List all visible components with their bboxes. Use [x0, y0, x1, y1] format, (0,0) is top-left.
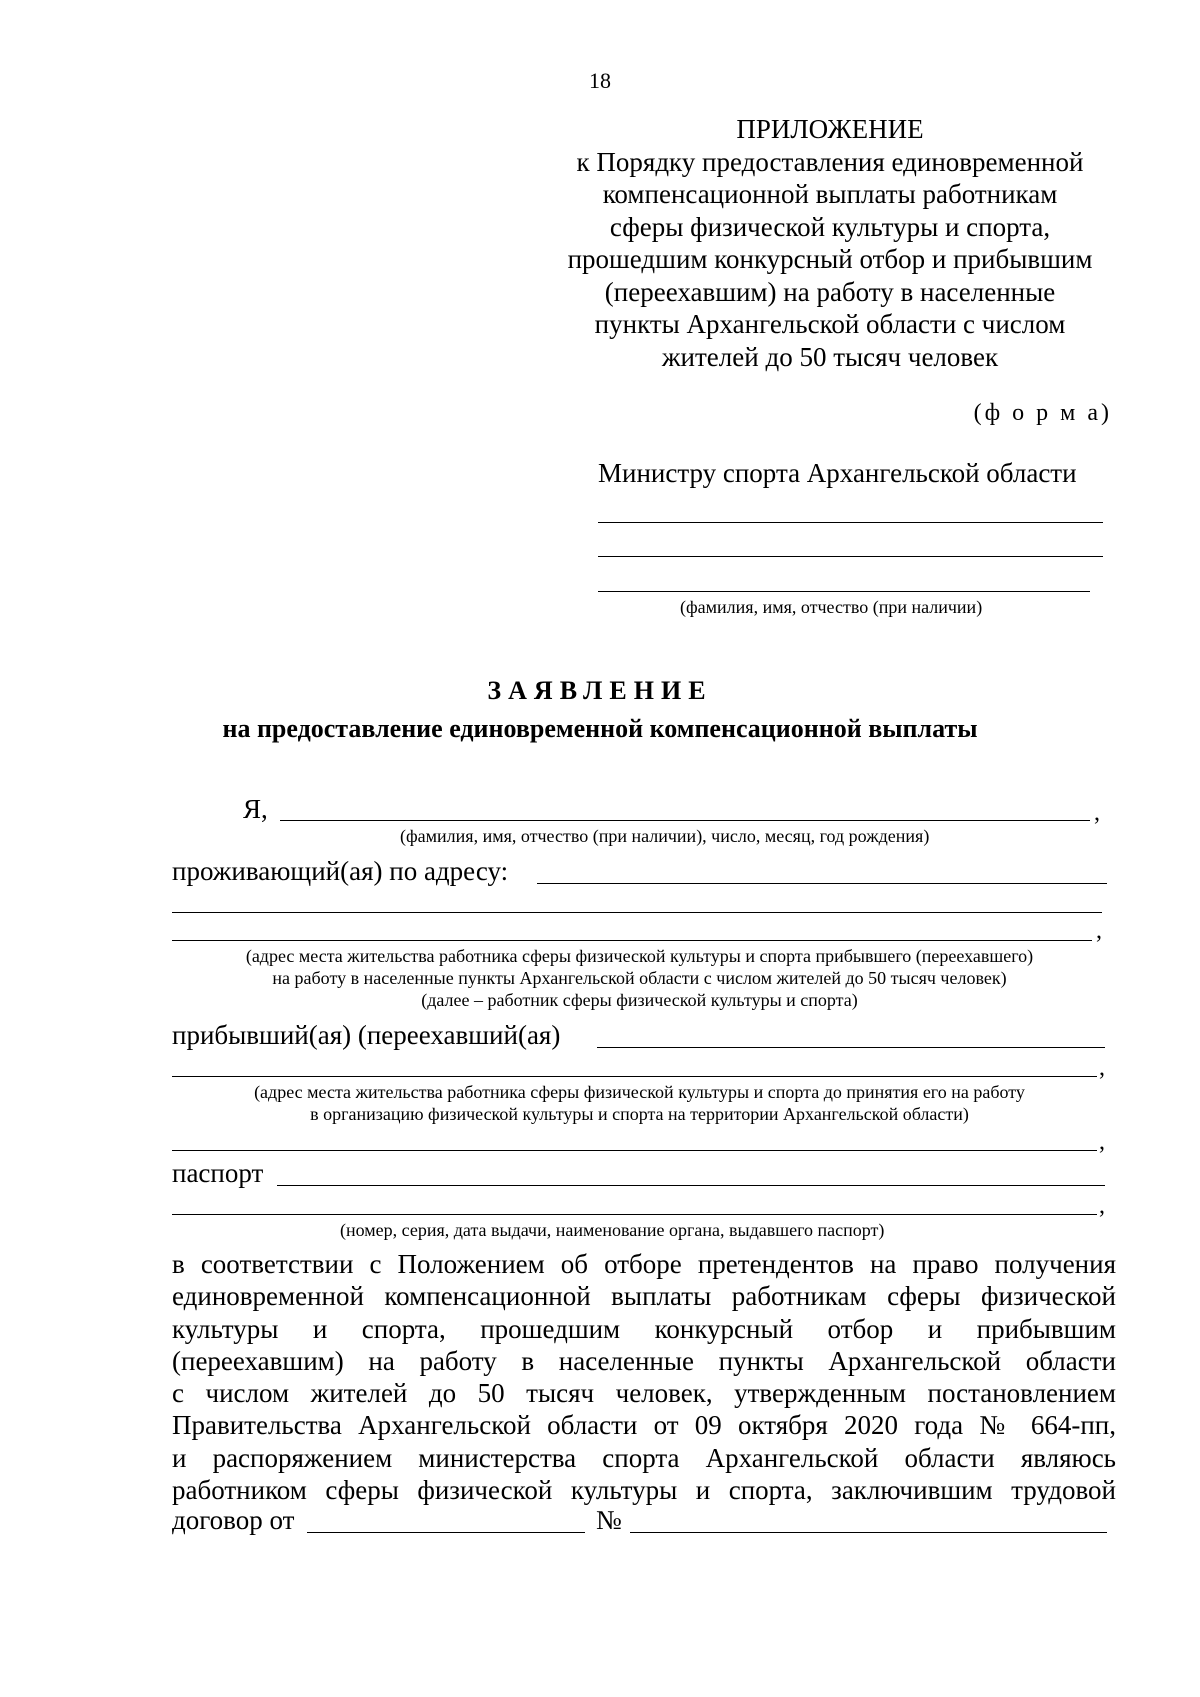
appendix-line: (переехавшим) на работу в населенные	[604, 276, 1056, 307]
contract-number-field[interactable]	[630, 1532, 1107, 1533]
addressee-blank-line[interactable]	[598, 556, 1103, 557]
page-number: 18	[589, 68, 611, 93]
comma: ,	[1094, 800, 1100, 826]
passport-label: паспорт	[172, 1158, 264, 1188]
addressee-title: Министру спорта Архангельской области	[598, 458, 1077, 488]
number-sign: №	[596, 1505, 622, 1535]
addressee-blank-line[interactable]	[598, 522, 1103, 523]
appendix-line: жителей до 50 тысяч человек	[661, 341, 999, 372]
arrived-label: прибывший(ая) (переехавший(ая)	[172, 1020, 561, 1050]
contract-date-field[interactable]	[307, 1532, 585, 1533]
body-line: с числом жителей до 50 тысяч человек, утвержденным постановлением	[172, 1378, 1116, 1409]
body-line: (переехавшим) на работу в населенные пункты Архангельской области	[172, 1345, 1116, 1376]
residence-label: проживающий(ая) по адресу:	[172, 856, 509, 886]
previous-address-field[interactable]	[172, 1150, 1097, 1151]
addressee-caption: (фамилия, имя, отчество (при наличии)	[680, 597, 983, 617]
form-label: (ф о р м а)	[973, 400, 1112, 426]
comma: ,	[1099, 1055, 1105, 1081]
body-line: Правительства Архангельской области от 09 октября 2020 года № 664-пп,	[172, 1410, 1116, 1441]
residence-caption-line: на работу в населенные пункты Архангельской области с числом жителей до 50 тысяч человек)	[272, 968, 1007, 988]
statement-subtitle: на предоставление единовременной компенсационной выплаты	[222, 714, 978, 743]
appendix-line: компенсационной выплаты работникам	[602, 179, 1058, 209]
statement-title: ЗАЯВЛЕНИЕ	[487, 676, 713, 705]
arrived-caption	[172, 1081, 1107, 1125]
comma: ,	[1099, 1129, 1105, 1155]
addressee-blank-line[interactable]	[598, 591, 1090, 592]
appendix-line: прошедшим конкурсный отбор и прибывшим	[567, 244, 1093, 274]
arrived-caption-line: (адрес места жительства работника сферы физической культуры и спорта до принятия его на работу	[254, 1082, 1025, 1102]
contract-from-label: договор от	[172, 1505, 295, 1535]
previous-address-field[interactable]	[597, 1047, 1105, 1048]
body-line: единовременной компенсационной выплаты работникам сферы физической	[172, 1281, 1116, 1312]
body-line: работником сферы физической культуры и спорта, заключившим трудовой	[172, 1475, 1116, 1506]
appendix-line: сферы физической культуры и спорта,	[609, 211, 1051, 242]
passport-field[interactable]	[277, 1185, 1105, 1186]
appendix-header	[545, 113, 1115, 373]
body-line: культуры и спорта, прошедшим конкурсный отбор и прибывшим	[172, 1313, 1116, 1344]
appendix-line: ПРИЛОЖЕНИЕ	[736, 114, 924, 144]
residence-address-field[interactable]	[172, 912, 1102, 913]
applicant-caption: (фамилия, имя, отчество (при наличии), число, месяц, год рождения)	[400, 826, 930, 846]
appendix-line: к Порядку предоставления единовременной	[576, 146, 1084, 177]
residence-caption-line: (адрес места жительства работника сферы физической культуры и спорта прибывшего (переехавшего)	[245, 946, 1034, 966]
passport-caption: (номер, серия, дата выдачи, наименование органа, выдавшего паспорт)	[340, 1220, 885, 1240]
body-line: в соответствии с Положением об отборе претендентов на право получения	[172, 1249, 1116, 1279]
appendix-line: пункты Архангельской области с числом	[594, 309, 1066, 339]
comma: ,	[1096, 918, 1102, 944]
residence-address-field[interactable]	[172, 940, 1092, 941]
residence-caption-line: (далее – работник сферы физической культуры и спорта)	[421, 990, 858, 1010]
previous-address-field[interactable]	[172, 1076, 1097, 1077]
residence-caption	[172, 945, 1107, 1011]
passport-field[interactable]	[172, 1214, 1097, 1215]
body-line: и распоряжением министерства спорта Архангельской области являюсь	[172, 1442, 1116, 1473]
arrived-caption-line: в организацию физической культуры и спорта на территории Архангельской области)	[310, 1104, 969, 1124]
comma: ,	[1099, 1193, 1105, 1219]
residence-address-field[interactable]	[537, 883, 1107, 884]
applicant-label: Я,	[243, 794, 268, 824]
applicant-name-field[interactable]	[280, 820, 1090, 821]
body-paragraph	[172, 1248, 1116, 1506]
